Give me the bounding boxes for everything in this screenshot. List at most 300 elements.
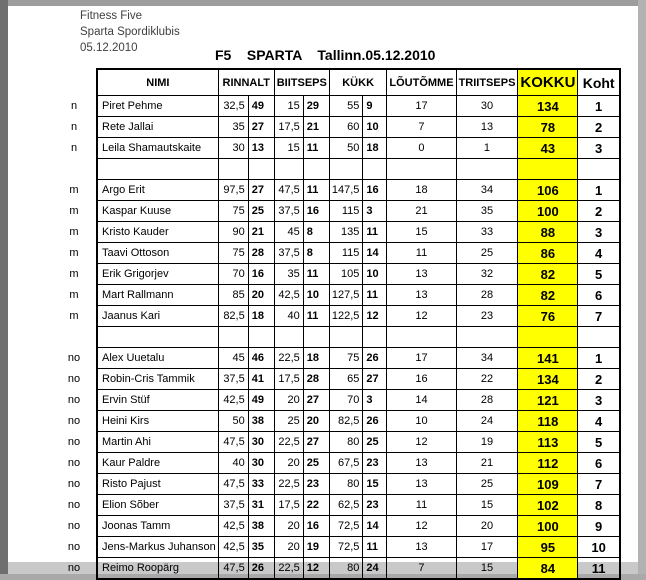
kukk-reps-cell: 27	[363, 369, 387, 390]
kukk-reps-cell: 12	[363, 306, 387, 327]
biitseps-reps-cell: 16	[303, 516, 329, 537]
biitseps-weight-cell: 17,5	[274, 117, 303, 138]
rinnalt-reps-cell: 28	[248, 243, 274, 264]
kukk-weight-cell: 55	[329, 96, 363, 117]
triitseps-cell: 17	[456, 537, 518, 558]
rinnalt-weight-cell: 47,5	[218, 432, 248, 453]
group-label: no	[67, 478, 81, 490]
table-row	[60, 264, 620, 285]
biitseps-weight-cell	[274, 327, 303, 348]
koht-cell: 1	[578, 180, 620, 201]
frame-edge-left	[0, 0, 8, 574]
triitseps-cell: 25	[456, 474, 518, 495]
kokku-cell: 113	[518, 432, 578, 453]
kukk-weight-cell: 50	[329, 138, 363, 159]
group-label: no	[67, 394, 81, 406]
kokku-cell: 86	[518, 243, 578, 264]
separator-row	[60, 159, 620, 180]
group-label: m	[69, 289, 79, 301]
kokku-cell: 100	[518, 516, 578, 537]
koht-cell: 2	[578, 369, 620, 390]
kukk-reps-cell: 9	[363, 96, 387, 117]
header-row	[60, 69, 620, 96]
athlete-name-cell: Kaspar Kuuse	[97, 201, 218, 222]
koht-cell: 2	[578, 201, 620, 222]
letterhead-date: 05.12.2010	[80, 42, 138, 54]
letterhead-club-location: Sparta Spordiklubis	[80, 26, 180, 38]
rinnalt-weight-cell	[218, 159, 248, 180]
biitseps-reps-cell: 8	[303, 243, 329, 264]
triitseps-cell: 20	[456, 516, 518, 537]
table-row	[60, 348, 620, 369]
kokku-cell: 76	[518, 306, 578, 327]
frame-edge-right	[638, 0, 646, 574]
triitseps-cell: 21	[456, 453, 518, 474]
group-label	[60, 327, 97, 348]
kokku-cell: 88	[518, 222, 578, 243]
rinnalt-weight-cell: 75	[218, 243, 248, 264]
group-label: no	[67, 457, 81, 469]
biitseps-reps-cell: 8	[303, 222, 329, 243]
loutomme-cell	[387, 159, 456, 180]
kokku-cell	[518, 327, 578, 348]
biitseps-weight-cell: 47,5	[274, 180, 303, 201]
biitseps-reps-cell	[303, 159, 329, 180]
kukk-weight-cell	[329, 159, 363, 180]
kukk-weight-cell: 70	[329, 390, 363, 411]
kokku-cell: 134	[518, 369, 578, 390]
biitseps-reps-cell: 21	[303, 117, 329, 138]
col-header-loutomme: LÕUTÕMME	[387, 69, 456, 96]
biitseps-reps-cell: 22	[303, 495, 329, 516]
loutomme-cell: 11	[387, 243, 456, 264]
kukk-reps-cell: 11	[363, 285, 387, 306]
triitseps-cell	[456, 159, 518, 180]
separator-row	[60, 327, 620, 348]
koht-cell: 7	[578, 474, 620, 495]
kukk-weight-cell: 72,5	[329, 537, 363, 558]
kokku-cell: 134	[518, 96, 578, 117]
koht-cell: 3	[578, 222, 620, 243]
rinnalt-reps-cell: 38	[248, 411, 274, 432]
triitseps-cell: 35	[456, 201, 518, 222]
group-label: no	[67, 352, 81, 364]
biitseps-reps-cell: 16	[303, 201, 329, 222]
loutomme-cell: 16	[387, 369, 456, 390]
group-label: no	[67, 520, 81, 532]
triitseps-cell: 25	[456, 243, 518, 264]
athlete-name-cell: Martin Ahi	[97, 432, 218, 453]
kukk-weight-cell: 60	[329, 117, 363, 138]
kukk-reps-cell: 23	[363, 453, 387, 474]
kukk-weight-cell: 127,5	[329, 285, 363, 306]
loutomme-cell: 13	[387, 453, 456, 474]
triitseps-cell: 24	[456, 411, 518, 432]
col-header-koht: Koht	[578, 69, 620, 96]
kukk-reps-cell: 16	[363, 180, 387, 201]
rinnalt-reps-cell: 30	[248, 453, 274, 474]
athlete-name-cell: Robin-Cris Tammik	[97, 369, 218, 390]
kokku-cell: 95	[518, 537, 578, 558]
biitseps-weight-cell: 35	[274, 264, 303, 285]
rinnalt-reps-cell: 27	[248, 117, 274, 138]
rinnalt-reps-cell: 25	[248, 201, 274, 222]
loutomme-cell	[387, 327, 456, 348]
kokku-cell: 118	[518, 411, 578, 432]
athlete-name-cell: Argo Erit	[97, 180, 218, 201]
table-row	[60, 138, 620, 159]
rinnalt-weight-cell: 47,5	[218, 558, 248, 580]
loutomme-cell: 14	[387, 390, 456, 411]
triitseps-cell: 33	[456, 222, 518, 243]
kukk-weight-cell: 122,5	[329, 306, 363, 327]
rinnalt-reps-cell: 30	[248, 432, 274, 453]
rinnalt-reps-cell: 16	[248, 264, 274, 285]
group-label: no	[67, 415, 81, 427]
table-row	[60, 96, 620, 117]
biitseps-weight-cell: 20	[274, 537, 303, 558]
col-header-nimi: NIMI	[97, 69, 218, 96]
koht-cell: 5	[578, 432, 620, 453]
koht-cell: 3	[578, 390, 620, 411]
table-row	[60, 558, 620, 580]
koht-cell: 6	[578, 285, 620, 306]
group-label: no	[67, 541, 81, 553]
biitseps-reps-cell	[303, 327, 329, 348]
biitseps-weight-cell: 22,5	[274, 348, 303, 369]
biitseps-weight-cell: 25	[274, 411, 303, 432]
table-row	[60, 369, 620, 390]
table-row	[60, 516, 620, 537]
biitseps-weight-cell: 20	[274, 390, 303, 411]
kukk-reps-cell: 25	[363, 432, 387, 453]
athlete-name-cell: Mart Rallmann	[97, 285, 218, 306]
kukk-reps-cell: 23	[363, 495, 387, 516]
rinnalt-weight-cell: 37,5	[218, 495, 248, 516]
table-row	[60, 411, 620, 432]
biitseps-weight-cell: 17,5	[274, 495, 303, 516]
kokku-cell: 78	[518, 117, 578, 138]
results-table	[60, 68, 621, 580]
loutomme-cell: 0	[387, 138, 456, 159]
athlete-name-cell: Piret Pehme	[97, 96, 218, 117]
group-label: m	[69, 268, 79, 280]
rinnalt-reps-cell: 38	[248, 516, 274, 537]
kukk-reps-cell: 10	[363, 117, 387, 138]
kukk-reps-cell: 18	[363, 138, 387, 159]
koht-cell	[578, 327, 620, 348]
rinnalt-reps-cell: 46	[248, 348, 274, 369]
biitseps-reps-cell: 20	[303, 411, 329, 432]
biitseps-weight-cell: 17,5	[274, 369, 303, 390]
col-header-kukk: KÜKK	[329, 69, 387, 96]
biitseps-reps-cell: 28	[303, 369, 329, 390]
kukk-reps-cell	[363, 159, 387, 180]
rinnalt-reps-cell	[248, 159, 274, 180]
table-row	[60, 432, 620, 453]
biitseps-reps-cell: 12	[303, 558, 329, 580]
group-label: m	[69, 226, 79, 238]
loutomme-cell: 17	[387, 96, 456, 117]
rinnalt-weight-cell: 50	[218, 411, 248, 432]
koht-cell: 10	[578, 537, 620, 558]
kokku-cell: 112	[518, 453, 578, 474]
rinnalt-weight-cell: 90	[218, 222, 248, 243]
group-label: n	[70, 142, 78, 154]
kukk-weight-cell: 67,5	[329, 453, 363, 474]
biitseps-weight-cell: 37,5	[274, 243, 303, 264]
kukk-weight-cell: 72,5	[329, 516, 363, 537]
biitseps-reps-cell: 11	[303, 180, 329, 201]
table-row	[60, 495, 620, 516]
kokku-cell: 43	[518, 138, 578, 159]
kokku-cell: 84	[518, 558, 578, 580]
triitseps-cell: 22	[456, 369, 518, 390]
group-label: n	[70, 100, 78, 112]
group-label: no	[67, 562, 81, 575]
koht-cell: 8	[578, 495, 620, 516]
loutomme-cell: 13	[387, 264, 456, 285]
loutomme-cell: 10	[387, 411, 456, 432]
athlete-name-cell: Reimo Roopärg	[97, 558, 218, 580]
koht-cell: 9	[578, 516, 620, 537]
col-header-rinnalt: RINNALT	[218, 69, 274, 96]
athlete-name-cell: Jens-Markus Juhanson	[97, 537, 218, 558]
kukk-weight-cell: 115	[329, 201, 363, 222]
rinnalt-weight-cell: 30	[218, 138, 248, 159]
kukk-weight-cell: 80	[329, 432, 363, 453]
table-row	[60, 222, 620, 243]
rinnalt-reps-cell: 49	[248, 96, 274, 117]
kukk-weight-cell: 75	[329, 348, 363, 369]
athlete-name-cell: Joonas Tamm	[97, 516, 218, 537]
table-row	[60, 180, 620, 201]
group-label: no	[67, 436, 81, 448]
kukk-reps-cell: 11	[363, 537, 387, 558]
group-label: m	[69, 184, 79, 196]
table-row	[60, 390, 620, 411]
koht-cell: 4	[578, 411, 620, 432]
col-header-kokku: KOKKU	[518, 69, 578, 96]
biitseps-reps-cell: 11	[303, 138, 329, 159]
group-label	[60, 159, 97, 180]
biitseps-weight-cell: 20	[274, 453, 303, 474]
triitseps-cell: 23	[456, 306, 518, 327]
triitseps-cell	[456, 327, 518, 348]
triitseps-cell: 19	[456, 432, 518, 453]
rinnalt-reps-cell: 31	[248, 495, 274, 516]
triitseps-cell: 34	[456, 180, 518, 201]
athlete-name-cell: Alex Uuetalu	[97, 348, 218, 369]
col-header-triitseps: TRIITSEPS	[456, 69, 518, 96]
koht-cell	[578, 159, 620, 180]
group-label: n	[70, 121, 78, 133]
koht-cell: 3	[578, 138, 620, 159]
kukk-weight-cell	[329, 327, 363, 348]
loutomme-cell: 12	[387, 516, 456, 537]
athlete-name-cell	[97, 159, 218, 180]
biitseps-weight-cell: 15	[274, 96, 303, 117]
athlete-name-cell: Heini Kirs	[97, 411, 218, 432]
loutomme-cell: 18	[387, 180, 456, 201]
letterhead	[80, 8, 180, 56]
rinnalt-reps-cell: 21	[248, 222, 274, 243]
biitseps-weight-cell: 22,5	[274, 474, 303, 495]
biitseps-reps-cell: 10	[303, 285, 329, 306]
biitseps-reps-cell: 18	[303, 348, 329, 369]
table-row	[60, 306, 620, 327]
biitseps-reps-cell: 27	[303, 390, 329, 411]
rinnalt-weight-cell: 82,5	[218, 306, 248, 327]
loutomme-cell: 21	[387, 201, 456, 222]
rinnalt-weight-cell: 70	[218, 264, 248, 285]
koht-cell: 6	[578, 453, 620, 474]
loutomme-cell: 13	[387, 474, 456, 495]
kukk-reps-cell: 26	[363, 411, 387, 432]
document-page	[8, 6, 638, 576]
triitseps-cell: 30	[456, 96, 518, 117]
rinnalt-reps-cell: 18	[248, 306, 274, 327]
loutomme-cell: 12	[387, 306, 456, 327]
biitseps-weight-cell: 37,5	[274, 201, 303, 222]
athlete-name-cell: Erik Grigorjev	[97, 264, 218, 285]
rinnalt-weight-cell: 42,5	[218, 516, 248, 537]
kukk-reps-cell: 3	[363, 390, 387, 411]
kukk-reps-cell: 3	[363, 201, 387, 222]
kokku-cell: 100	[518, 201, 578, 222]
kukk-weight-cell: 147,5	[329, 180, 363, 201]
biitseps-weight-cell: 15	[274, 138, 303, 159]
biitseps-weight-cell: 40	[274, 306, 303, 327]
athlete-name-cell: Jaanus Kari	[97, 306, 218, 327]
rinnalt-reps-cell: 26	[248, 558, 274, 580]
table-row	[60, 117, 620, 138]
biitseps-reps-cell: 11	[303, 306, 329, 327]
table-row	[60, 453, 620, 474]
biitseps-reps-cell: 19	[303, 537, 329, 558]
kukk-reps-cell: 24	[363, 558, 387, 580]
loutomme-cell: 15	[387, 222, 456, 243]
triitseps-cell: 28	[456, 285, 518, 306]
biitseps-weight-cell: 20	[274, 516, 303, 537]
biitseps-reps-cell: 29	[303, 96, 329, 117]
biitseps-weight-cell: 45	[274, 222, 303, 243]
rinnalt-weight-cell: 32,5	[218, 96, 248, 117]
rinnalt-reps-cell: 35	[248, 537, 274, 558]
biitseps-weight-cell: 42,5	[274, 285, 303, 306]
rinnalt-weight-cell: 35	[218, 117, 248, 138]
kokku-cell: 82	[518, 264, 578, 285]
athlete-name-cell: Kristo Kauder	[97, 222, 218, 243]
kukk-weight-cell: 105	[329, 264, 363, 285]
group-label: m	[69, 310, 79, 322]
rinnalt-reps-cell: 49	[248, 390, 274, 411]
rinnalt-reps-cell: 27	[248, 180, 274, 201]
rinnalt-weight-cell: 97,5	[218, 180, 248, 201]
triitseps-cell: 15	[456, 558, 518, 580]
page-title: F5 SPARTA Tallinn.05.12.2010	[215, 47, 436, 63]
kokku-cell: 106	[518, 180, 578, 201]
kukk-reps-cell: 14	[363, 516, 387, 537]
athlete-name-cell: Ervin Stüf	[97, 390, 218, 411]
biitseps-weight-cell: 22,5	[274, 432, 303, 453]
kokku-cell: 141	[518, 348, 578, 369]
rinnalt-weight-cell: 37,5	[218, 369, 248, 390]
biitseps-reps-cell: 23	[303, 474, 329, 495]
kokku-cell: 121	[518, 390, 578, 411]
triitseps-cell: 1	[456, 138, 518, 159]
biitseps-reps-cell: 27	[303, 432, 329, 453]
letterhead-club-name: Fitness Five	[80, 10, 142, 22]
koht-cell: 1	[578, 96, 620, 117]
loutomme-cell: 13	[387, 537, 456, 558]
athlete-name-cell: Rete Jallai	[97, 117, 218, 138]
triitseps-cell: 34	[456, 348, 518, 369]
triitseps-cell: 28	[456, 390, 518, 411]
kokku-cell: 109	[518, 474, 578, 495]
rinnalt-weight-cell	[218, 327, 248, 348]
table-row	[60, 474, 620, 495]
athlete-name-cell: Risto Pajust	[97, 474, 218, 495]
group-label: no	[67, 499, 81, 511]
rinnalt-reps-cell: 13	[248, 138, 274, 159]
kukk-weight-cell: 65	[329, 369, 363, 390]
kukk-weight-cell: 135	[329, 222, 363, 243]
header-group-spacer	[60, 69, 97, 96]
kukk-reps-cell: 26	[363, 348, 387, 369]
table-row	[60, 201, 620, 222]
group-label: no	[67, 373, 81, 385]
koht-cell: 1	[578, 348, 620, 369]
loutomme-cell: 11	[387, 495, 456, 516]
koht-cell: 5	[578, 264, 620, 285]
table-row	[60, 285, 620, 306]
group-label: m	[69, 205, 79, 217]
koht-cell: 4	[578, 243, 620, 264]
rinnalt-weight-cell: 47,5	[218, 474, 248, 495]
koht-cell: 7	[578, 306, 620, 327]
kokku-cell	[518, 159, 578, 180]
biitseps-reps-cell: 25	[303, 453, 329, 474]
biitseps-reps-cell: 11	[303, 264, 329, 285]
kokku-cell: 82	[518, 285, 578, 306]
biitseps-weight-cell: 22,5	[274, 558, 303, 580]
group-label: m	[69, 247, 79, 259]
rinnalt-weight-cell: 85	[218, 285, 248, 306]
kukk-reps-cell: 15	[363, 474, 387, 495]
rinnalt-reps-cell: 33	[248, 474, 274, 495]
kukk-weight-cell: 62,5	[329, 495, 363, 516]
athlete-name-cell	[97, 327, 218, 348]
triitseps-cell: 32	[456, 264, 518, 285]
kukk-reps-cell	[363, 327, 387, 348]
kukk-reps-cell: 10	[363, 264, 387, 285]
biitseps-weight-cell	[274, 159, 303, 180]
kukk-weight-cell: 115	[329, 243, 363, 264]
koht-cell: 2	[578, 117, 620, 138]
kokku-cell: 102	[518, 495, 578, 516]
athlete-name-cell: Taavi Ottoson	[97, 243, 218, 264]
kukk-reps-cell: 14	[363, 243, 387, 264]
kukk-weight-cell: 80	[329, 558, 363, 580]
kukk-reps-cell: 11	[363, 222, 387, 243]
loutomme-cell: 7	[387, 117, 456, 138]
rinnalt-weight-cell: 42,5	[218, 537, 248, 558]
table-row	[60, 537, 620, 558]
triitseps-cell: 15	[456, 495, 518, 516]
table-row	[60, 243, 620, 264]
col-header-biitseps: BIITSEPS	[274, 69, 329, 96]
